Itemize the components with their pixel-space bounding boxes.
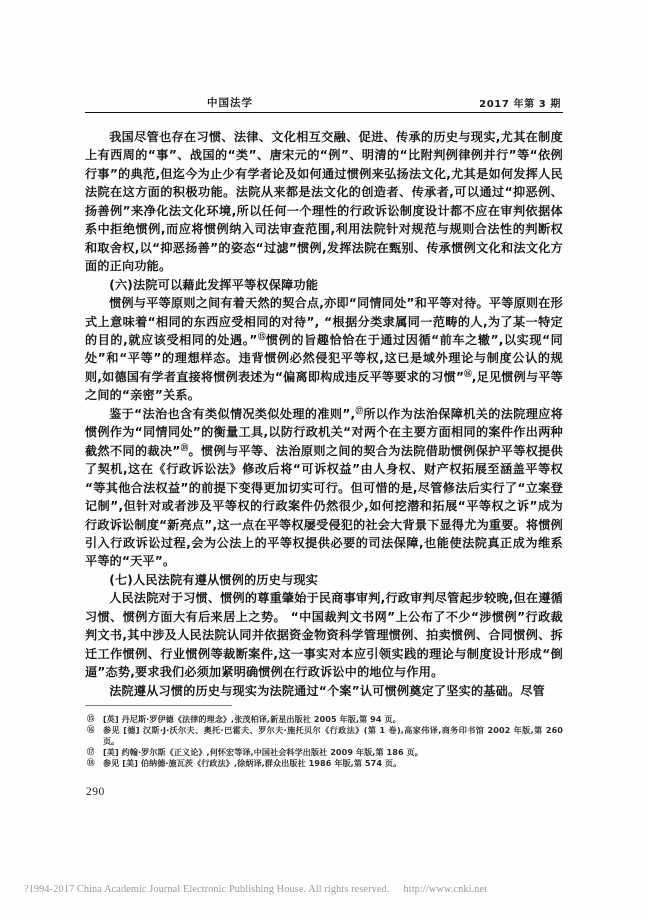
para-text-lead: 惯例与平等原则之间有着天然的契合点,亦即“同情同处”和平等对待。平等原则在形式上意味着“相同的东西应受相同的对待”, “根据分类隶属同一范畴的人,为了某一特定的目的,就应该受相同的处遇。”	[85, 296, 564, 347]
running-head	[85, 92, 563, 110]
para-text-tail: 。惯例与平等、法治原则之间的契合为法院借助惯例保护平等权提供了契机,这在《行政诉讼法》修改后将“可诉权益”由人身权、财产权拓展至涵盖平等权“等其他合法权益”的前提下变得更加切实可行。但可惜的是,尽管修法后实行了“立案登记制”,但针对或者涉及平等权的行政案件仍然很少,如何挖潜和拓展“平等权之诉”成为行政诉讼制度“新亮点”,这一点在平等权屡受侵犯的社会大背景下显得尤为重要。将惯例引入行政诉讼过程,会为公法上的平等权提供必要的司法保障,也能使法院真正成为维系平等的“天平”。	[85, 443, 564, 569]
footnote-item	[87, 747, 563, 758]
para-court-history-foundation: 法院遵从习惯的历史与现实为法院通过“个案”认可惯例奠定了坚实的基础。尽管	[109, 683, 545, 698]
footnote-marker: ⑱	[87, 758, 95, 768]
footnote-marker: ⑯	[87, 725, 95, 735]
para-text-lead: 鉴于“法治也含有类似情况类似处理的准则”,	[109, 406, 356, 421]
issue-label: 2017 年第 3 期	[479, 99, 561, 110]
para-equality-principle	[85, 294, 563, 405]
footnote-ref-17[interactable]: ⑰	[355, 405, 364, 415]
content-frame	[85, 0, 563, 915]
footnote-rule	[85, 705, 232, 706]
journal-title: 中国法学	[207, 97, 253, 109]
para-rule-of-law-similar-cases	[85, 405, 563, 571]
footnote-ref-16[interactable]: ⑯	[464, 368, 472, 378]
cnki-footer	[24, 884, 624, 895]
body-column	[85, 128, 563, 700]
para-text-tail: ,足见惯例与平等之间的“亲密”关系。	[85, 369, 563, 403]
heading-section-seven: (七)人民法院有遵从惯例的历史与现实	[109, 572, 319, 587]
footnote-ref-18[interactable]: ⑱	[180, 442, 189, 452]
para-text-mid: 惯例的旨趣恰恰在于通过因循“前车之辙”,以实现“同处”和“平等”的理想样态。违背惯例必然侵犯平等权,这已是域外理论与制度公认的规则,如德国有学者直接将惯例表述为“偏离即构成违反平等要求的习惯”	[85, 332, 564, 384]
para-text-mid: 所以作为法治保障机关的法院理应将惯例作为“同情同处”的衡量工具,以防行政机关“对两个在主要方面相同的案件作出两种截然不同的裁决”	[85, 406, 564, 458]
cnki-url[interactable]: http://www.cnki.net	[403, 884, 488, 895]
footnote-text: 参见 [德] 汉斯·J·沃尔夫、奥托·巴霍夫、罗尔夫·施托贝尔《行政法》(第 1 卷),高家伟译,商务印书馆 2002 年版,第 260 页。	[103, 725, 563, 746]
footnote-item	[87, 725, 563, 746]
heading-section-six: (六)法院可以藉此发挥平等权保障功能	[109, 277, 319, 292]
footnote-ref-15[interactable]: ⑮	[257, 331, 266, 341]
footnote-item	[87, 714, 563, 725]
para-custom-law-culture: 我国尽管也存在习惯、法律、文化相互交融、促进、传承的历史与现实,尤其在制度上有西周的“事”、战国的“类”、唐宋元的“例”、明清的“比附判例律例并行”等“依例行事”的典范,但迄今为止少有学者论及如何通过惯例来弘扬法文化,尤其是如何发挥人民法院在这方面的积极功能。法院从来都是法文化的创造者、传承者,可以通过“抑恶例、扬善例”来净化法文化环境,所以任何一个理性的行政诉讼制度设计都不应在审判依据体系中拒绝惯例,而应将惯例纳入司法审查范围,利用法院针对规范与规则合法性的判断权和取舍权,以“抑恶扬善”的姿态“过滤”惯例,发挥法院在甄别、传承惯例文化和法文化方面的正向功能。	[85, 130, 563, 274]
footnote-text: 参见 [美] 伯纳德·施瓦茨《行政法》,徐炳译,群众出版社 1986 年版,第 574 页。	[103, 758, 402, 769]
footnote-list	[87, 714, 563, 769]
header-rule	[85, 112, 563, 113]
footnote-marker: ⑰	[87, 746, 95, 756]
para-court-custom-practice: 人民法院对于习惯、惯例的尊重肇始于民商事审判,行政审判尽管起步较晚,但在遵循习惯、惯例方面大有后来居上之势。 “中国裁判文书网”上公布了不少“涉惯例”行政裁判文书,其中涉及人民法院认同并依据资金物资科学管理惯例、拍卖惯例、合同惯例、拆迁工作惯例、行业惯例等裁断案件,这一事实对本应引领实践的理论与制度设计形成“倒逼”态势,要求我们必须加紧明确惯例在行政诉讼中的地位与作用。	[85, 591, 563, 680]
footnote-text: [美] 约翰·罗尔斯《正义论》,何怀宏等译,中国社会科学出版社 2009 年版,第 186 页。	[103, 746, 423, 757]
footnote-item	[87, 758, 563, 769]
page-number: 290	[86, 786, 105, 798]
footnote-marker: ⑮	[87, 714, 95, 723]
footnote-text: [英] 丹尼斯·罗伊德《法律的理念》,张茂柏译,新星出版社 2005 年版,第 94 页。	[103, 714, 401, 724]
cnki-copyright: ?1994-2017 China Academic Journal Electronic Publishing House. All rights reserved.	[24, 884, 390, 895]
